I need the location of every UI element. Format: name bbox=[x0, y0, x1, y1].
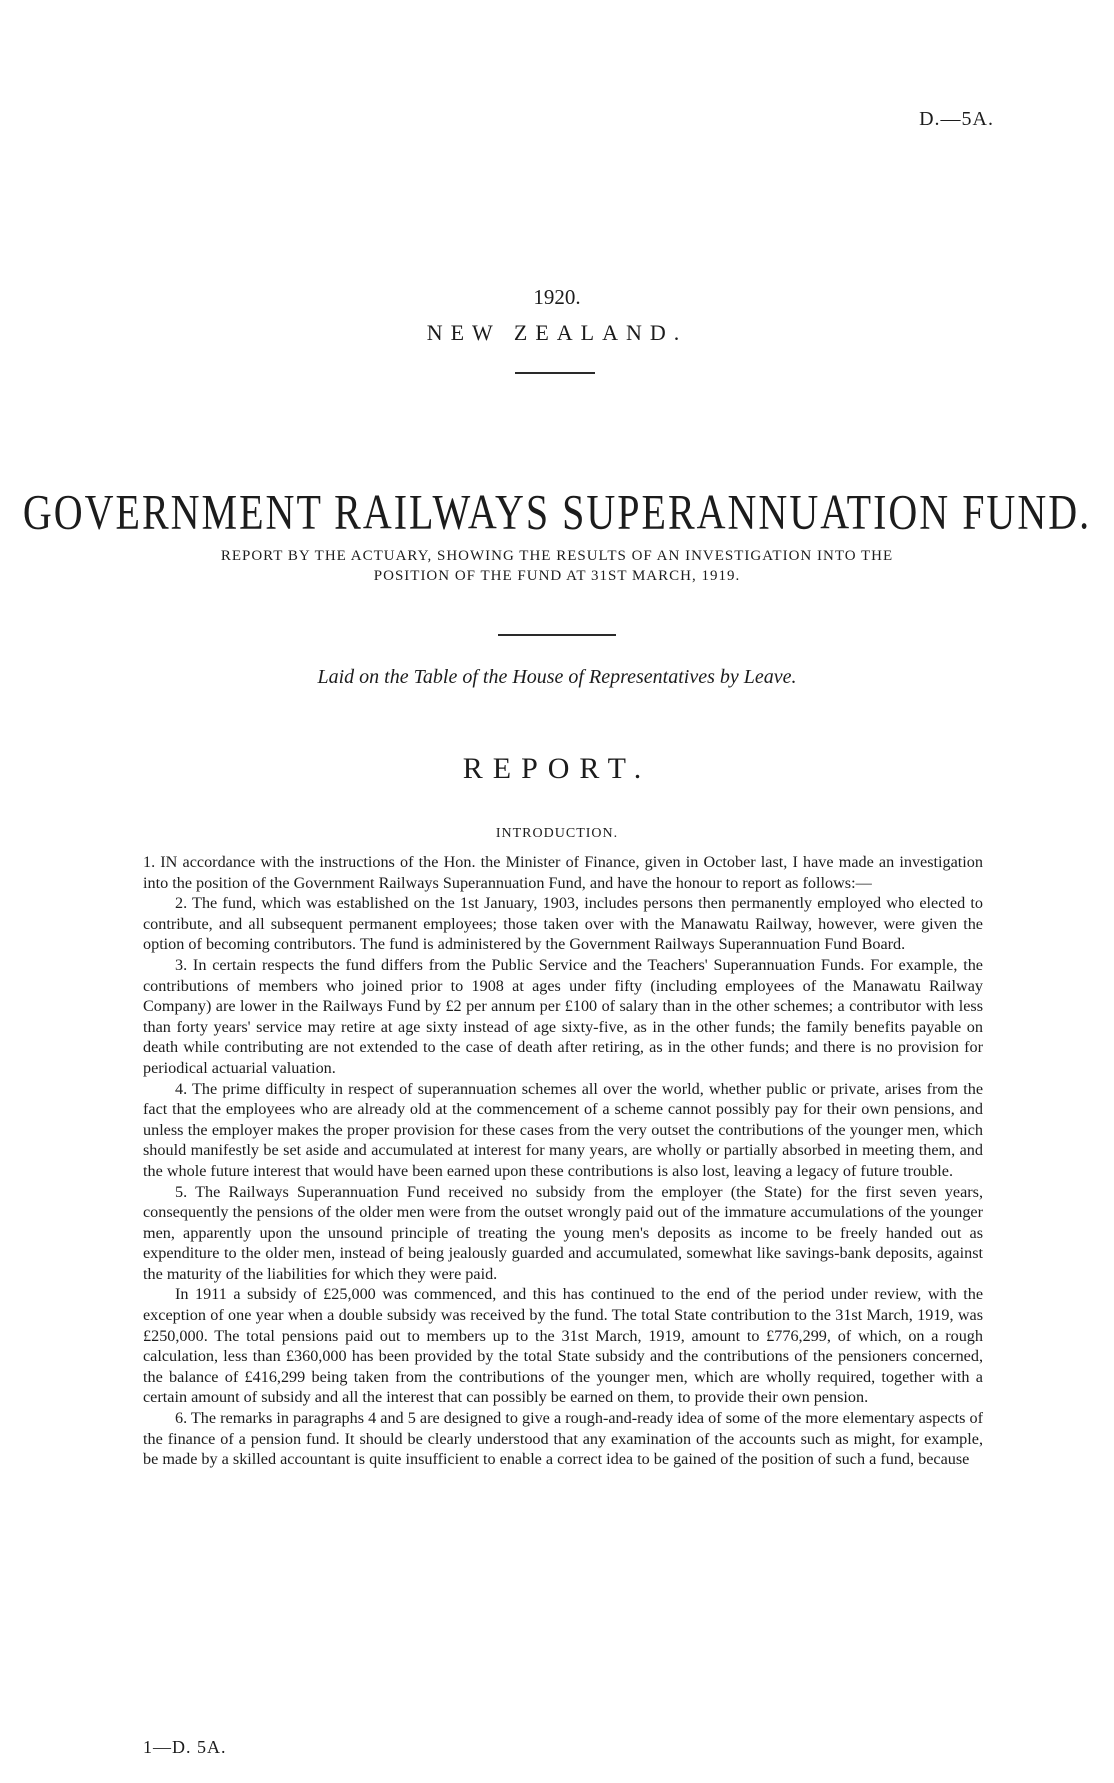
subtitle-line-1: REPORT BY THE ACTUARY, SHOWING THE RESULTS OF AN INVESTIGATION INTO THE bbox=[220, 548, 894, 564]
page-reference: D.—5A. bbox=[919, 108, 994, 130]
report-heading: REPORT. bbox=[462, 752, 652, 785]
document-year: 1920. bbox=[533, 285, 581, 309]
section-heading: INTRODUCTION. bbox=[495, 826, 619, 841]
document-title: GOVERNMENT RAILWAYS SUPERANNUATION FUND. bbox=[22, 483, 1092, 540]
paragraph-2: 2. The fund, which was established on the 1st January, 1903, includes persons then permanently employed who elected to contribute, and all subsequent permanent employees; those taken over with the Manawatu Railway, however, were given the option of becoming contributors. The fund is administered by the Government Railways Superannuation Fund Board. bbox=[143, 894, 983, 954]
subtitle-divider bbox=[498, 634, 616, 636]
header-divider bbox=[515, 372, 595, 374]
laid-on-table-note: Laid on the Table of the House of Representatives by Leave. bbox=[317, 666, 797, 688]
paragraph-3: 3. In certain respects the fund differs from the Public Service and the Teachers' Superannuation Funds. For example, the contributions of members who joined prior to 1908 at ages under fifty (including employees of the Manawatu Railway Company) are lower in the Railways Fund by £2 per annum per £100 of salary than in the other schemes; a contributor with less than forty years' service may retire at age sixty instead of age sixty-five, as in the other funds; the family benefits payable on death while contributing are not extended to the case of death after retiring, as in the other funds; and there is no provision for periodical actuarial valuation. bbox=[143, 955, 983, 1077]
footer-signature: 1—D. 5A. bbox=[143, 1737, 227, 1757]
paragraph-1: 1. IN accordance with the instructions of the Hon. the Minister of Finance, given in October last, I have made an investigation into the position of the Government Railways Superannuation Fund, and have the honour to report as follows:— bbox=[143, 853, 983, 892]
report-body bbox=[143, 852, 983, 1470]
paragraph-6: 6. The remarks in paragraphs 4 and 5 are designed to give a rough-and-ready idea of some of the more elementary aspects of the finance of a pension fund. It should be clearly understood that any examination of the accounts such as might, for example, be made by a skilled accountant is quite insufficient to enable a correct idea to be gained of the position of such a fund, because bbox=[143, 1409, 983, 1469]
subtitle-line-2: POSITION OF THE FUND AT 31ST MARCH, 1919. bbox=[373, 568, 741, 584]
document-country: NEW ZEALAND. bbox=[426, 320, 688, 345]
document-subtitle bbox=[0, 546, 1114, 586]
paragraph-5-continued: In 1911 a subsidy of £25,000 was commenced, and this has continued to the end of the period under review, with the exception of one year when a double subsidy was received by the fund. The total State contribution to the 31st March, 1919, was £250,000. The total pensions paid out to members up to the 31st March, 1919, amount to £776,299, of which, on a rough calculation, less than £360,000 has been provided by the total State subsidy and the contributions of the pensioners concerned, the balance of £416,299 being taken from the contributions of the younger men, which are wholly required, together with a certain amount of subsidy and all the interest that can possibly be earned on them, to provide their own pension. bbox=[143, 1285, 983, 1407]
paragraph-4: 4. The prime difficulty in respect of superannuation schemes all over the world, whether public or private, arises from the fact that the employees who are already old at the commencement of a scheme cannot possibly pay for their own pensions, and unless the employer makes the proper provision for these cases from the very outset the contributions of the younger men, which should manifestly be set aside and accumulated at interest for many years, are wholly or partially absorbed in meeting them, and the whole future interest that would have been earned upon these contributions is also lost, leaving a legacy of future trouble. bbox=[143, 1079, 983, 1180]
paragraph-5: 5. The Railways Superannuation Fund received no subsidy from the employer (the State) for the first seven years, consequently the pensions of the older men were from the outset wrongly paid out of the immature accumulations of the younger men, apparently upon the unsound principle of treating the young men's deposits as income to be freely handed out as expenditure to the older men, instead of being jealously guarded and accumulated, somewhat like savings-bank deposits, against the maturity of the liabilities for which they were paid. bbox=[143, 1182, 983, 1283]
